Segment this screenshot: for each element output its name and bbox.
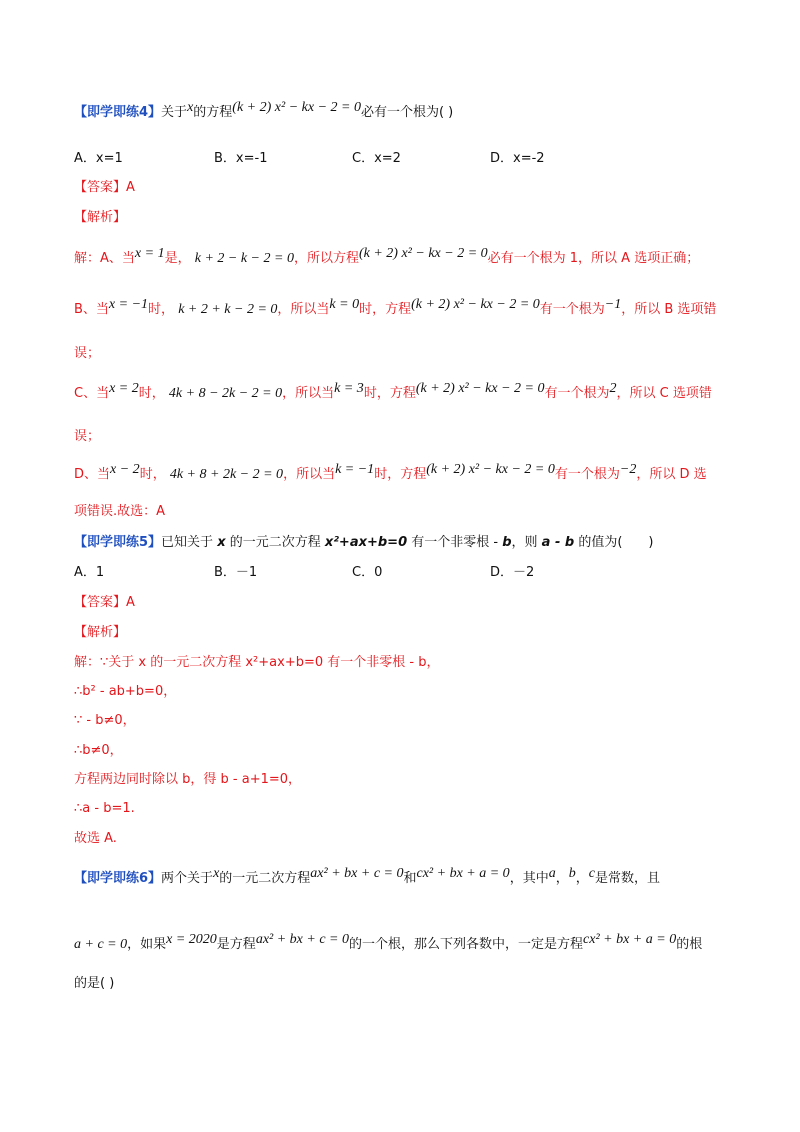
q4-answer: 【答案】A <box>74 180 135 195</box>
q4-option-c: C．x=2 <box>352 151 401 166</box>
q5-sol-line-4: ∴b≠0， <box>74 743 123 758</box>
q4-sol-b-tail: 误； <box>74 346 101 361</box>
q4-var: x <box>187 100 194 115</box>
q5-option-a: A．1 <box>74 565 105 580</box>
q4-tag: 【即学即练4】 <box>74 105 162 120</box>
q5-sol-line-7: 故选 A. <box>74 831 117 846</box>
q4-option-d: D．x=-2 <box>490 151 545 166</box>
q5-option-d: D．－2 <box>490 565 535 580</box>
q4-sol-d-tail: 项错误.故选：A <box>74 504 166 519</box>
q5-tag: 【即学即练5】 <box>74 535 162 550</box>
q5-sol-line-3: ∵ - b≠0， <box>74 713 136 728</box>
q4-analysis-label: 【解析】 <box>74 210 127 225</box>
q6-tag: 【即学即练6】 <box>74 871 162 886</box>
q4-sol-b: B、当x = −1时， k + 2 + k − 2 = 0，所以当k = 0时，方程(k + 2) x² − kx − 2 = 0有一个根为−1，所以 B 选项错 <box>74 297 717 317</box>
q5-sol-line-6: ∴a - b=1. <box>74 801 135 816</box>
q5-analysis-label: 【解析】 <box>74 625 127 640</box>
q4-sol-c-tail: 误； <box>74 429 101 444</box>
q5-stem: 【即学即练5】已知关于 x 的一元二次方程 x²+ax+b=0 有一个非零根 - b，则 a - b 的值为( ) <box>74 535 654 550</box>
q5-answer: 【答案】A <box>74 595 135 610</box>
q4-sol-d: D、当x − 2时， 4k + 8 + 2k − 2 = 0，所以当k = −1时，方程(k + 2) x² − kx − 2 = 0有一个根为−2，所以 D 选 <box>74 462 707 482</box>
q4-mid: 的方程 <box>193 105 233 120</box>
q4-post: 必有一个根为( ) <box>360 105 454 120</box>
q5-sol-line-5: 方程两边同时除以 b，得 b - a+1=0， <box>74 772 302 787</box>
q4-stem <box>74 100 454 122</box>
q6-stem-line-1: 【即学即练6】两个关于x的一元二次方程ax² + bx + c = 0和cx² + bx + a = 0，其中a，b，c是常数，且 <box>74 866 660 886</box>
q4-sol-c: C、当x = 2时， 4k + 8 − 2k − 2 = 0，所以当k = 3时，方程(k + 2) x² − kx − 2 = 0有一个根为2，所以 C 选项错 <box>74 381 712 401</box>
q5-sol-line-2: ∴b² - ab+b=0， <box>74 684 177 699</box>
q5-option-b: B．－1 <box>214 565 258 580</box>
q4-equation: (k + 2) x² − kx − 2 = 0 <box>232 100 361 115</box>
q4-pre: 关于 <box>161 105 188 120</box>
q5-option-c: C．0 <box>352 565 383 580</box>
q6-stem-line-3: 的是( ) <box>74 976 115 991</box>
q6-stem-line-2: a + c = 0，如果x = 2020是方程ax² + bx + c = 0的一个根，那么下列各数中，一定是方程cx² + bx + a = 0的根 <box>74 932 703 952</box>
q4-sol-a: 解：A、当x = 1是， k + 2 − k − 2 = 0，所以方程(k + 2) x² − kx − 2 = 0必有一个根为 1，所以 A 选项正确； <box>74 246 700 266</box>
q5-sol-line-1: 解：∵关于 x 的一元二次方程 x²+ax+b=0 有一个非零根 - b， <box>74 655 440 670</box>
q4-option-b: B．x=-1 <box>214 151 268 166</box>
q4-option-a: A．x=1 <box>74 151 123 166</box>
